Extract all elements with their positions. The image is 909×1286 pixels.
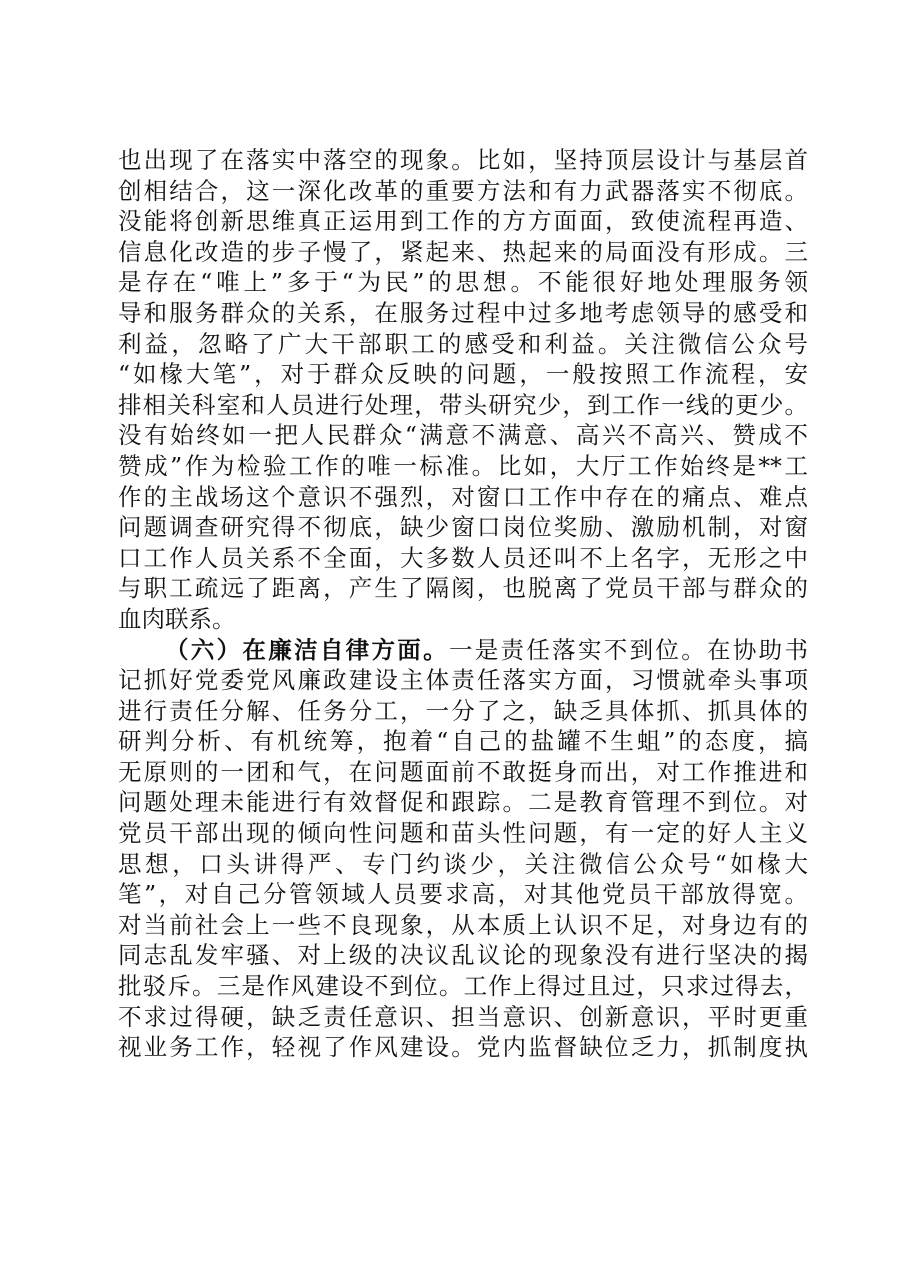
text-line: 导和服务群众的关系，在服务过程中过多地考虑领导的感受和 [118,298,808,327]
text-line: “如椽大笔”，对于群众反映的问题，一般按照工作流程，安 [118,360,808,389]
text-line: 对当前社会上一些不良现象，从本质上认识不足，对身边有的 [118,910,808,939]
text-line: 不求过得硬，缺乏责任意识、担当意识、创新意识，平时更重 [118,1002,808,1031]
text-line: 进行责任分解、任务分工，一分了之，缺乏具体抓、抓具体的 [118,696,808,725]
text-line: 排相关科室和人员进行处理，带头研究少，到工作一线的更少。 [118,390,808,419]
text-line: 与职工疏远了距离，产生了隔阂，也脱离了党员干部与群众的 [118,574,808,603]
text-line: 同志乱发牢骚、对上级的决议乱议论的现象没有进行坚决的揭 [118,941,808,970]
text-line: 赞成”作为检验工作的唯一标准。比如，大厅工作始终是**工 [118,451,808,480]
text-line: 信息化改造的步子慢了，紧起来、热起来的局面没有形成。三 [118,237,808,266]
text-line: 记抓好党委党风廉政建设主体责任落实方面，习惯就牵头事项 [118,666,808,695]
text-line: 视业务工作，轻视了作风建设。党内监督缺位乏力，抓制度执 [118,1033,808,1062]
paragraph-last-line: 血肉联系。 [118,604,236,633]
text-line: 也出现了在落实中落空的现象。比如，坚持顶层设计与基层首 [118,146,808,174]
text-line: 创相结合，这一深化改革的重要方法和有力武器落实不彻底。 [118,176,808,205]
section-first-line [118,635,808,666]
text-line: 作的主战场这个意识不强烈，对窗口工作中存在的痛点、难点 [118,482,808,511]
document-body [118,145,808,1063]
text-line: 笔”，对自己分管领域人员要求高，对其他党员干部放得宽。 [118,880,808,909]
text-line: 没能将创新思维真正运用到工作的方方面面，致使流程再造、 [118,207,808,236]
text-line: 问题处理未能进行有效督促和跟踪。二是教育管理不到位。对 [118,788,808,817]
text-line: 利益，忽略了广大干部职工的感受和利益。关注微信公众号 [118,329,808,358]
text-line: 党员干部出现的倾向性问题和苗头性问题，有一定的好人主义 [118,819,808,848]
text-line: 研判分析、有机统筹，抱着“自己的盐罐不生蛆”的态度，搞 [118,727,808,756]
section-first-line-text: 一是责任落实不到位。在协助书 [448,635,808,664]
text-line: 批驳斥。三是作风建设不到位。工作上得过且过，只求过得去， [118,972,808,1001]
text-line: 没有始终如一把人民群众“满意不满意、高兴不高兴、赞成不 [118,421,808,450]
text-line: 问题调查研究得不彻底，缺少窗口岗位奖励、激励机制，对窗 [118,513,808,542]
text-line: 是存在“唯上”多于“为民”的思想。不能很好地处理服务领 [118,268,808,297]
text-line: 思想，口头讲得严、专门约谈少，关注微信公众号“如椽大 [118,849,808,878]
text-line: 口工作人员关系不全面，大多数人员还叫不上名字，无形之中 [118,543,808,572]
text-line: 无原则的一团和气，在问题面前不敢挺身而出，对工作推进和 [118,757,808,786]
section-heading: （六）在廉洁自律方面。 [165,635,449,664]
